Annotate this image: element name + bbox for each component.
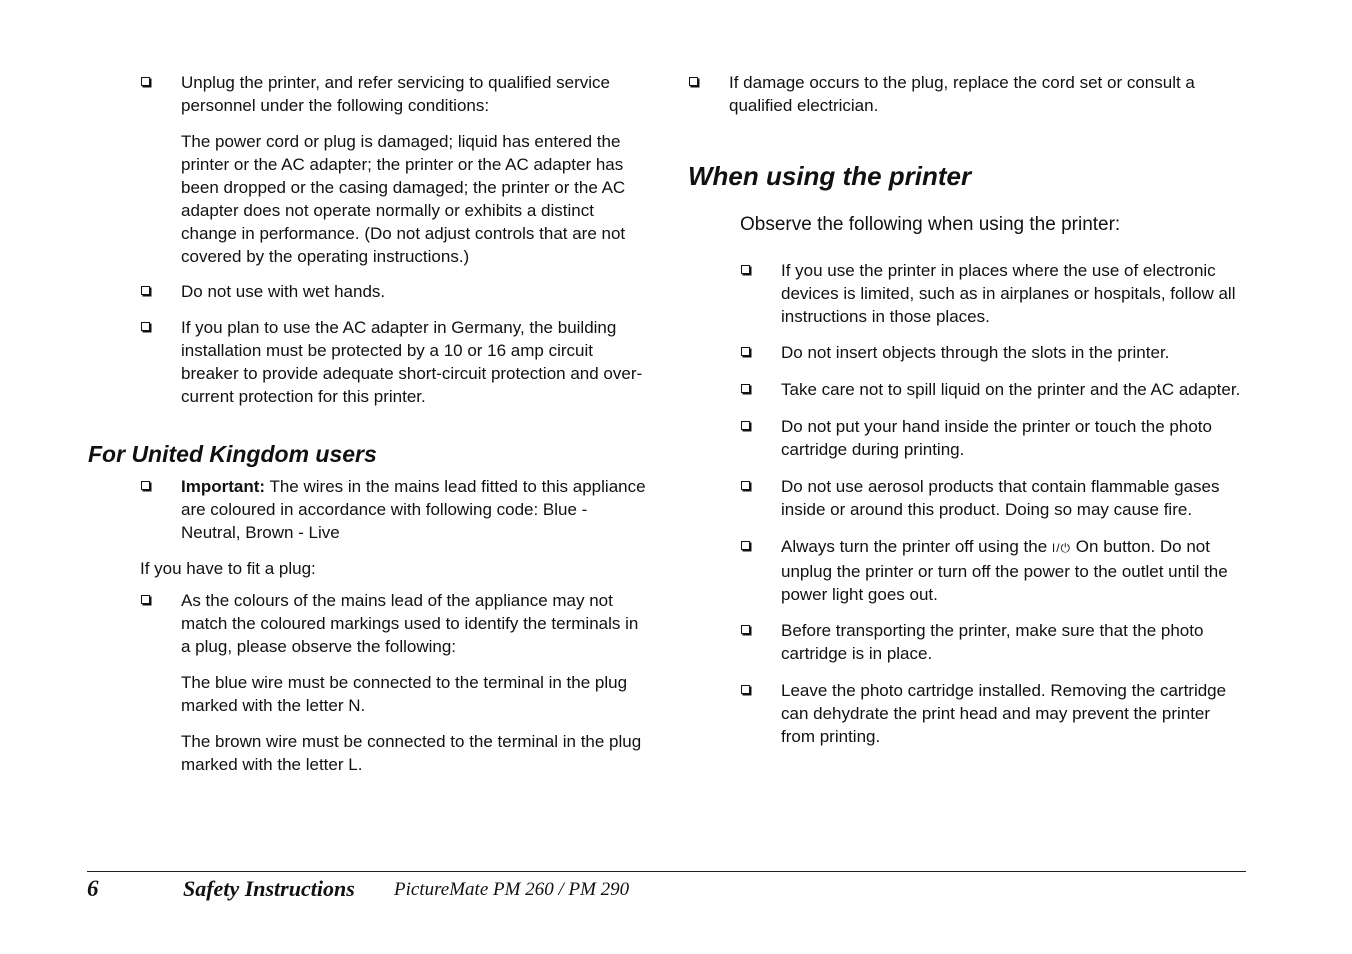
list-item <box>740 679 1248 748</box>
list-item <box>740 619 1248 665</box>
item-text: The blue wire must be connected to the terminal in the plug marked with the letter N. <box>181 673 628 715</box>
fit-plug-text: If you have to fit a plug: <box>140 559 316 578</box>
item-text: Unplug the printer, and refer servicing to qualified service personnel under the following conditions: <box>181 73 611 115</box>
right-column <box>688 70 1248 748</box>
list-item <box>140 280 648 303</box>
list-item <box>140 71 648 117</box>
item-text: Do not put your hand inside the printer or touch the photo cartridge during printing. <box>781 417 1212 459</box>
checkbox-bullet-icon <box>741 421 750 430</box>
item-text: Do not use with wet hands. <box>181 282 386 301</box>
section-heading-uk: For United Kingdom users <box>88 441 377 467</box>
item-text: If you use the printer in places where the use of electronic devices is limited, such as in airplanes or hospitals, follow all instructions in those places. <box>781 261 1236 326</box>
checkbox-bullet-icon <box>741 265 750 274</box>
footer-product-name: PictureMate PM 260 / PM 290 <box>394 879 630 900</box>
on-label: On <box>1071 537 1099 556</box>
blue-wire-paragraph <box>140 671 648 717</box>
checkbox-bullet-icon <box>741 384 750 393</box>
checkbox-bullet-icon <box>741 481 750 490</box>
item-text: The wires in the mains lead fitted to this appliance are coloured in accordance with following code: Blue - Neutral, Brown - Live <box>181 477 646 542</box>
item-text: Do not insert objects through the slots in the printer. <box>781 343 1170 362</box>
brown-wire-paragraph <box>140 730 648 776</box>
list-item <box>740 259 1248 328</box>
item-text: The brown wire must be connected to the terminal in the plug marked with the letter L. <box>181 732 642 774</box>
list-item <box>688 71 1248 117</box>
important-label: Important: <box>181 477 266 496</box>
power-icon: I/⏻ <box>1051 541 1072 555</box>
item-text: Take care not to spill liquid on the printer and the AC adapter. <box>781 380 1241 399</box>
item-text: If damage occurs to the plug, replace the cord set or consult a qualified electrician. <box>729 73 1195 115</box>
item-text: Do not use aerosol products that contain flammable gases inside or around this product. Doing so may cause fire. <box>781 477 1220 519</box>
section-heading-printer: When using the printer <box>688 161 972 191</box>
checkbox-bullet-icon <box>689 77 698 86</box>
list-item <box>140 589 648 658</box>
list-item <box>740 535 1248 606</box>
list-item <box>740 378 1248 401</box>
page-number: 6 <box>87 876 99 901</box>
item-text: Leave the photo cartridge installed. Removing the cartridge can dehydrate the print head and may prevent the printer from printing. <box>781 681 1227 746</box>
footer-section-title: Safety Instructions <box>183 876 355 901</box>
intro-text: Observe the following when using the printer: <box>740 214 1121 235</box>
checkbox-bullet-icon <box>141 481 150 490</box>
item-text: Always turn the printer off using the <box>781 537 1052 556</box>
footer-divider <box>87 871 1246 872</box>
item-text: Before transporting the printer, make sure that the photo cartridge is in place. <box>781 621 1204 663</box>
checkbox-bullet-icon <box>741 625 750 634</box>
left-column <box>88 70 648 776</box>
item-text: If you plan to use the AC adapter in Germany, the building installation must be protected by a 10 or 16 amp circuit breaker to provide adequate short-circuit protection and over-current protection for this printer. <box>181 318 643 406</box>
list-item <box>740 475 1248 521</box>
item-text: As the colours of the mains lead of the appliance may not match the coloured markings used to identify the terminals in a plug, please observe the following: <box>181 591 639 656</box>
checkbox-bullet-icon <box>141 322 150 331</box>
checkbox-bullet-icon <box>741 685 750 694</box>
list-item <box>140 316 648 408</box>
item-text: The power cord or plug is damaged; liquid has entered the printer or the AC adapter; the printer or the AC adapter has been dropped or the casing damaged; the printer or the AC adapter does not operate normally or exhibits a distinct change in performance. (Do not adjust controls that are not covered by the operating instructions.) <box>181 132 626 266</box>
conditions-paragraph <box>140 130 648 268</box>
item-text: button. Do not unplug the printer or turn off the power to the outlet until the power light goes out. <box>781 537 1228 604</box>
list-item <box>740 341 1248 364</box>
checkbox-bullet-icon <box>741 347 750 356</box>
checkbox-bullet-icon <box>141 595 150 604</box>
checkbox-bullet-icon <box>741 541 750 550</box>
list-item <box>740 415 1248 461</box>
list-item <box>140 475 648 544</box>
checkbox-bullet-icon <box>141 77 150 86</box>
checkbox-bullet-icon <box>141 286 150 295</box>
